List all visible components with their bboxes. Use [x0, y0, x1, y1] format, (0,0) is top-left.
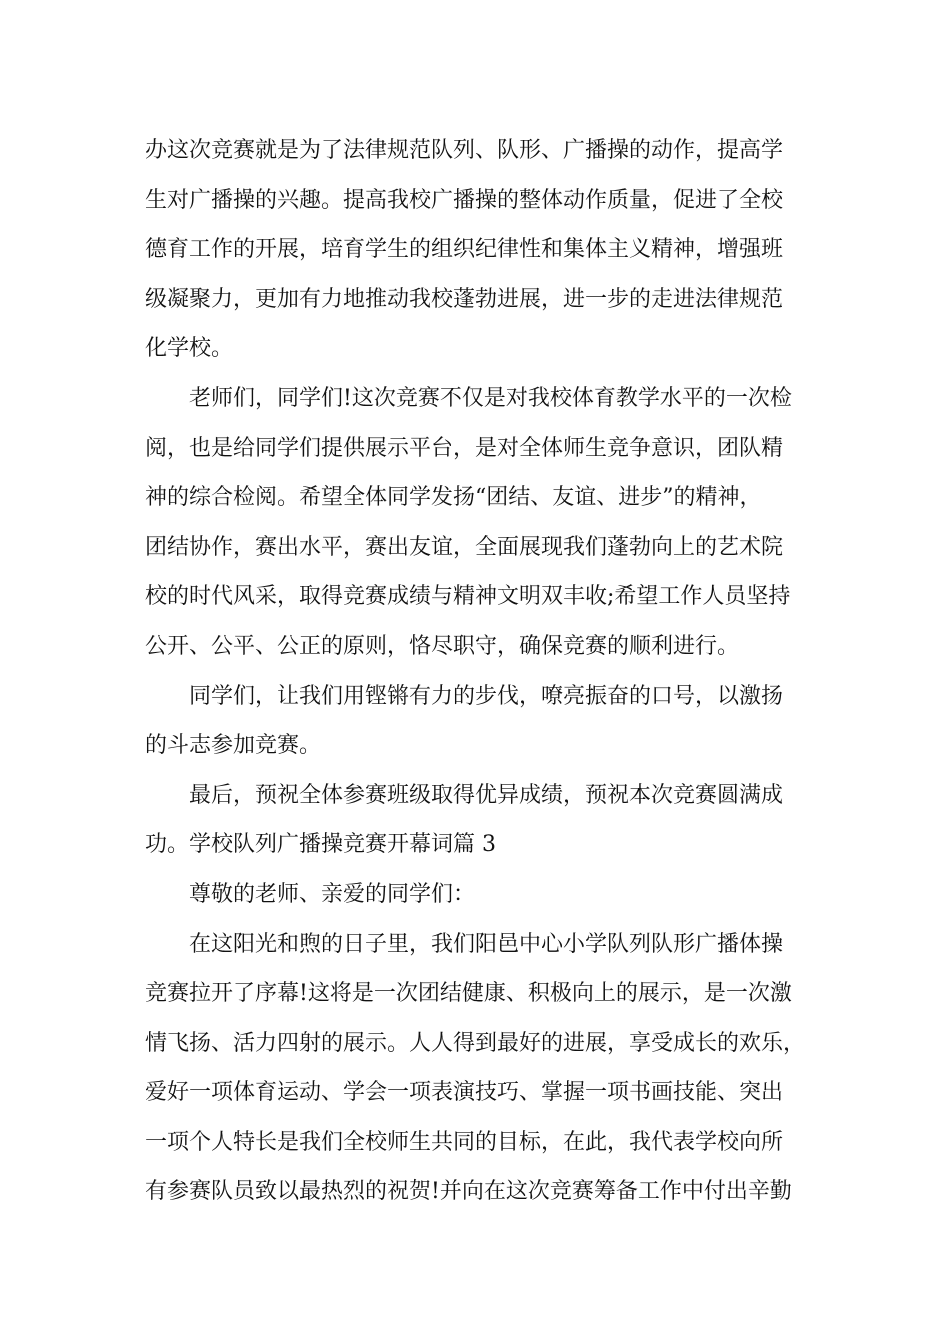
- text-line: 同学们，让我们用铿锵有力的步伐，嘹亮振奋的口号，以激扬: [189, 683, 784, 709]
- text-line: 校的时代风采，取得竞赛成绩与精神文明双丰收;希望工作人员坚持: [145, 584, 791, 610]
- text-line: 公开、公平、公正的原则，恪尽职守，确保竞赛的顺利进行。: [145, 633, 740, 659]
- text-line: 一项个人特长是我们全校师生共同的目标，在此，我代表学校向所: [145, 1129, 784, 1155]
- text-line: 德育工作的开展，培育学生的组织纪律性和集体主义精神，增强班: [145, 237, 784, 263]
- text-line: 老师们，同学们!这次竞赛不仅是对我校体育教学水平的一次检: [189, 385, 792, 411]
- text-line: 的斗志参加竞赛。: [145, 733, 322, 759]
- text-line: 爱好一项体育运动、学会一项表演技巧、掌握一项书画技能、突出: [145, 1080, 784, 1106]
- text-line: 竞赛拉开了序幕!这将是一次团结健康、积极向上的展示，是一次激: [145, 981, 792, 1007]
- document-body: [145, 126, 825, 1217]
- text-line: 在这阳光和煦的日子里，我们阳邑中心小学队列队形广播体操: [189, 931, 784, 957]
- text-line: 化学校。: [145, 336, 234, 362]
- text-line: 级凝聚力，更加有力地推动我校蓬勃进展，进一步的走进法律规范: [145, 286, 784, 312]
- text-line: 阅，也是给同学们提供展示平台，是对全体师生竞争意识，团队精: [145, 435, 784, 461]
- text-line: 办这次竞赛就是为了法律规范队列、队形、广播操的动作，提高学: [145, 138, 784, 163]
- text-line: 神的综合检阅。希望全体同学发扬“团结、友谊、进步”的精神，: [145, 485, 762, 511]
- text-line: 生对广播操的兴趣。提高我校广播操的整体动作质量，促进了全校: [145, 187, 784, 213]
- text-line: 团结协作，赛出水平，赛出友谊，全面展现我们蓬勃向上的艺术院: [145, 534, 784, 560]
- text-line: 有参赛队员致以最热烈的祝贺!并向在这次竞赛筹备工作中付出辛勤: [145, 1179, 792, 1205]
- text-line: 尊敬的老师、亲爱的同学们：: [189, 881, 476, 907]
- text-line: 情飞扬、活力四射的展示。人人得到最好的进展，享受成长的欢乐，: [145, 1030, 806, 1056]
- text-line: 最后，预祝全体参赛班级取得优异成绩，预祝本次竞赛圆满成: [189, 782, 784, 808]
- text-line: 功。学校队列广播操竞赛开幕词篇 3: [145, 832, 496, 858]
